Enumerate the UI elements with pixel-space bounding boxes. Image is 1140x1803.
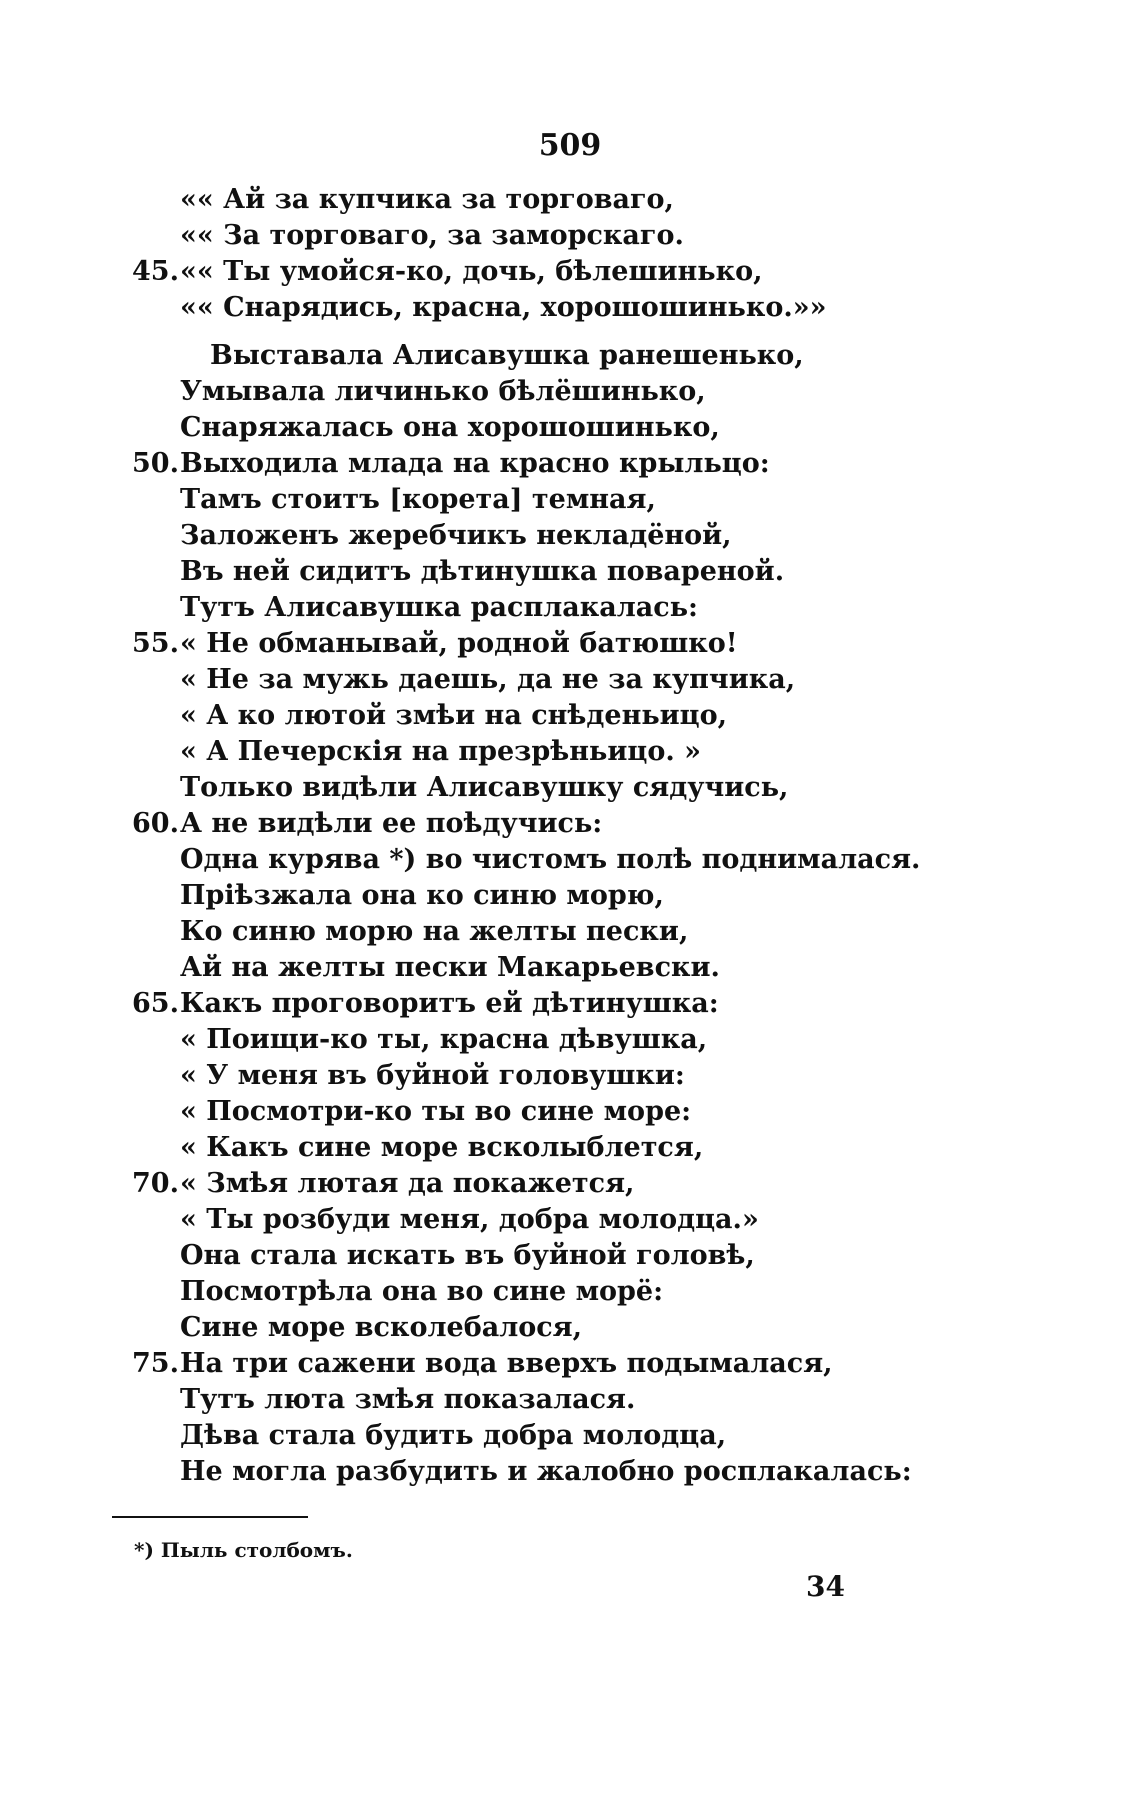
poem-line [132,914,1082,950]
poem-line [132,1346,1082,1382]
poem-line [132,482,1082,518]
page-number: 509 [538,128,602,163]
line-text: « А ко лютой змѣи на снѣденьицо, [180,700,728,731]
line-text: Она стала искать въ буйной головѣ, [180,1240,755,1271]
line-number: 55. [132,628,179,659]
poem-line [132,1130,1082,1166]
line-text: Какъ проговоритъ ей дѣтинушка: [180,988,719,1019]
poem-line [132,1166,1082,1202]
poem-line [132,770,1082,806]
line-text: Ко синю морю на желты пески, [180,916,689,947]
line-text: «« Ты умойся-ко, дочь, бѣлешинько, [180,256,763,287]
line-text: « Ты розбуди меня, добра молодца.» [180,1204,759,1235]
poem-line [132,698,1082,734]
line-text: Выставала Алисавушка ранешенько, [210,340,804,371]
line-number: 50. [132,448,179,479]
poem-line [132,1382,1082,1418]
footnote-divider [112,1516,308,1518]
line-text: Выходила млада на красно крыльцо: [180,448,770,479]
line-text: « Посмотри-ко ты во сине море: [180,1096,692,1127]
poem-line [132,1094,1082,1130]
line-text: Пріѣзжала она ко синю морю, [180,880,664,911]
poem-line [132,1418,1082,1454]
poem-line [132,446,1082,482]
poem-line [132,554,1082,590]
line-text: Тутъ Алисавушка расплакалась: [180,592,699,623]
footnote: *) Пыль столбомъ. [134,1538,353,1562]
line-text: « А Печерскія на презрѣньицо. » [180,736,702,767]
poem-line [132,290,1082,326]
line-text: Заложенъ жеребчикъ некладёной, [180,520,732,551]
stanza [132,338,1082,1490]
poem-line [132,1274,1082,1310]
poem-line [132,338,1082,374]
poem-line [132,662,1082,698]
line-text: Тутъ люта змѣя показалася. [180,1384,636,1415]
poem-line [132,626,1082,662]
poem-line [132,878,1082,914]
poem-line [132,1238,1082,1274]
poem-line [132,410,1082,446]
poem-line [132,182,1082,218]
poem-line [132,1202,1082,1238]
line-number: 65. [132,988,179,1019]
line-text: « Не за мужь даешь, да не за купчика, [180,664,796,695]
line-text: Въ ней сидитъ дѣтинушка повареной. [180,556,785,587]
line-text: Ай на желты пески Макарьевски. [180,952,720,983]
signature-mark: 34 [806,1570,845,1603]
line-text: Не могла разбудить и жалобно росплакалась: [180,1456,912,1487]
line-number: 70. [132,1168,179,1199]
poem-line [132,590,1082,626]
line-text: А не видѣли ее поѣдучись: [180,808,603,839]
line-text: Сине море всколебалося, [180,1312,583,1343]
poem-line [132,254,1082,290]
poem-line [132,1454,1082,1490]
poem-line [132,1022,1082,1058]
poem-line [132,218,1082,254]
line-text: « У меня въ буйной головушки: [180,1060,685,1091]
line-text: Тамъ стоитъ [корета] темная, [180,484,656,515]
poem-line [132,1058,1082,1094]
line-text: Только видѣли Алисавушку сядучись, [180,772,789,803]
poem-line [132,518,1082,554]
line-text: « Поищи-ко ты, красна дѣвушка, [180,1024,708,1055]
line-text: «« За торговаго, за заморскаго. [180,220,684,251]
line-text: На три сажени вода вверхъ подымалася, [180,1348,833,1379]
poem-line [132,950,1082,986]
line-text: « Не обманывай, родной батюшко! [180,628,738,659]
line-text: Снаряжалась она хорошошинько, [180,412,720,443]
line-text: «« Ай за купчика за торговаго, [180,184,674,215]
line-text: Посмотрѣла она во сине морё: [180,1276,664,1307]
line-text: Одна курява *) во чистомъ полѣ поднималася. [180,844,921,875]
line-text: « Змѣя лютая да покажется, [180,1168,635,1199]
line-text: Дѣва стала будить добра молодца, [180,1420,727,1451]
poem-line [132,986,1082,1022]
poem-line [132,734,1082,770]
line-number: 60. [132,808,179,839]
line-number: 75. [132,1348,179,1379]
line-text: « Какъ сине море всколыблется, [180,1132,704,1163]
line-number: 45. [132,256,179,287]
line-text: «« Снарядись, красна, хорошошинько.»» [180,292,827,323]
poem-line [132,806,1082,842]
poem-text [132,182,1082,1490]
poem-line [132,842,1082,878]
line-text: Умывала личинько бѣлёшинько, [180,376,706,407]
poem-line [132,1310,1082,1346]
stanza [132,182,1082,326]
poem-line [132,374,1082,410]
